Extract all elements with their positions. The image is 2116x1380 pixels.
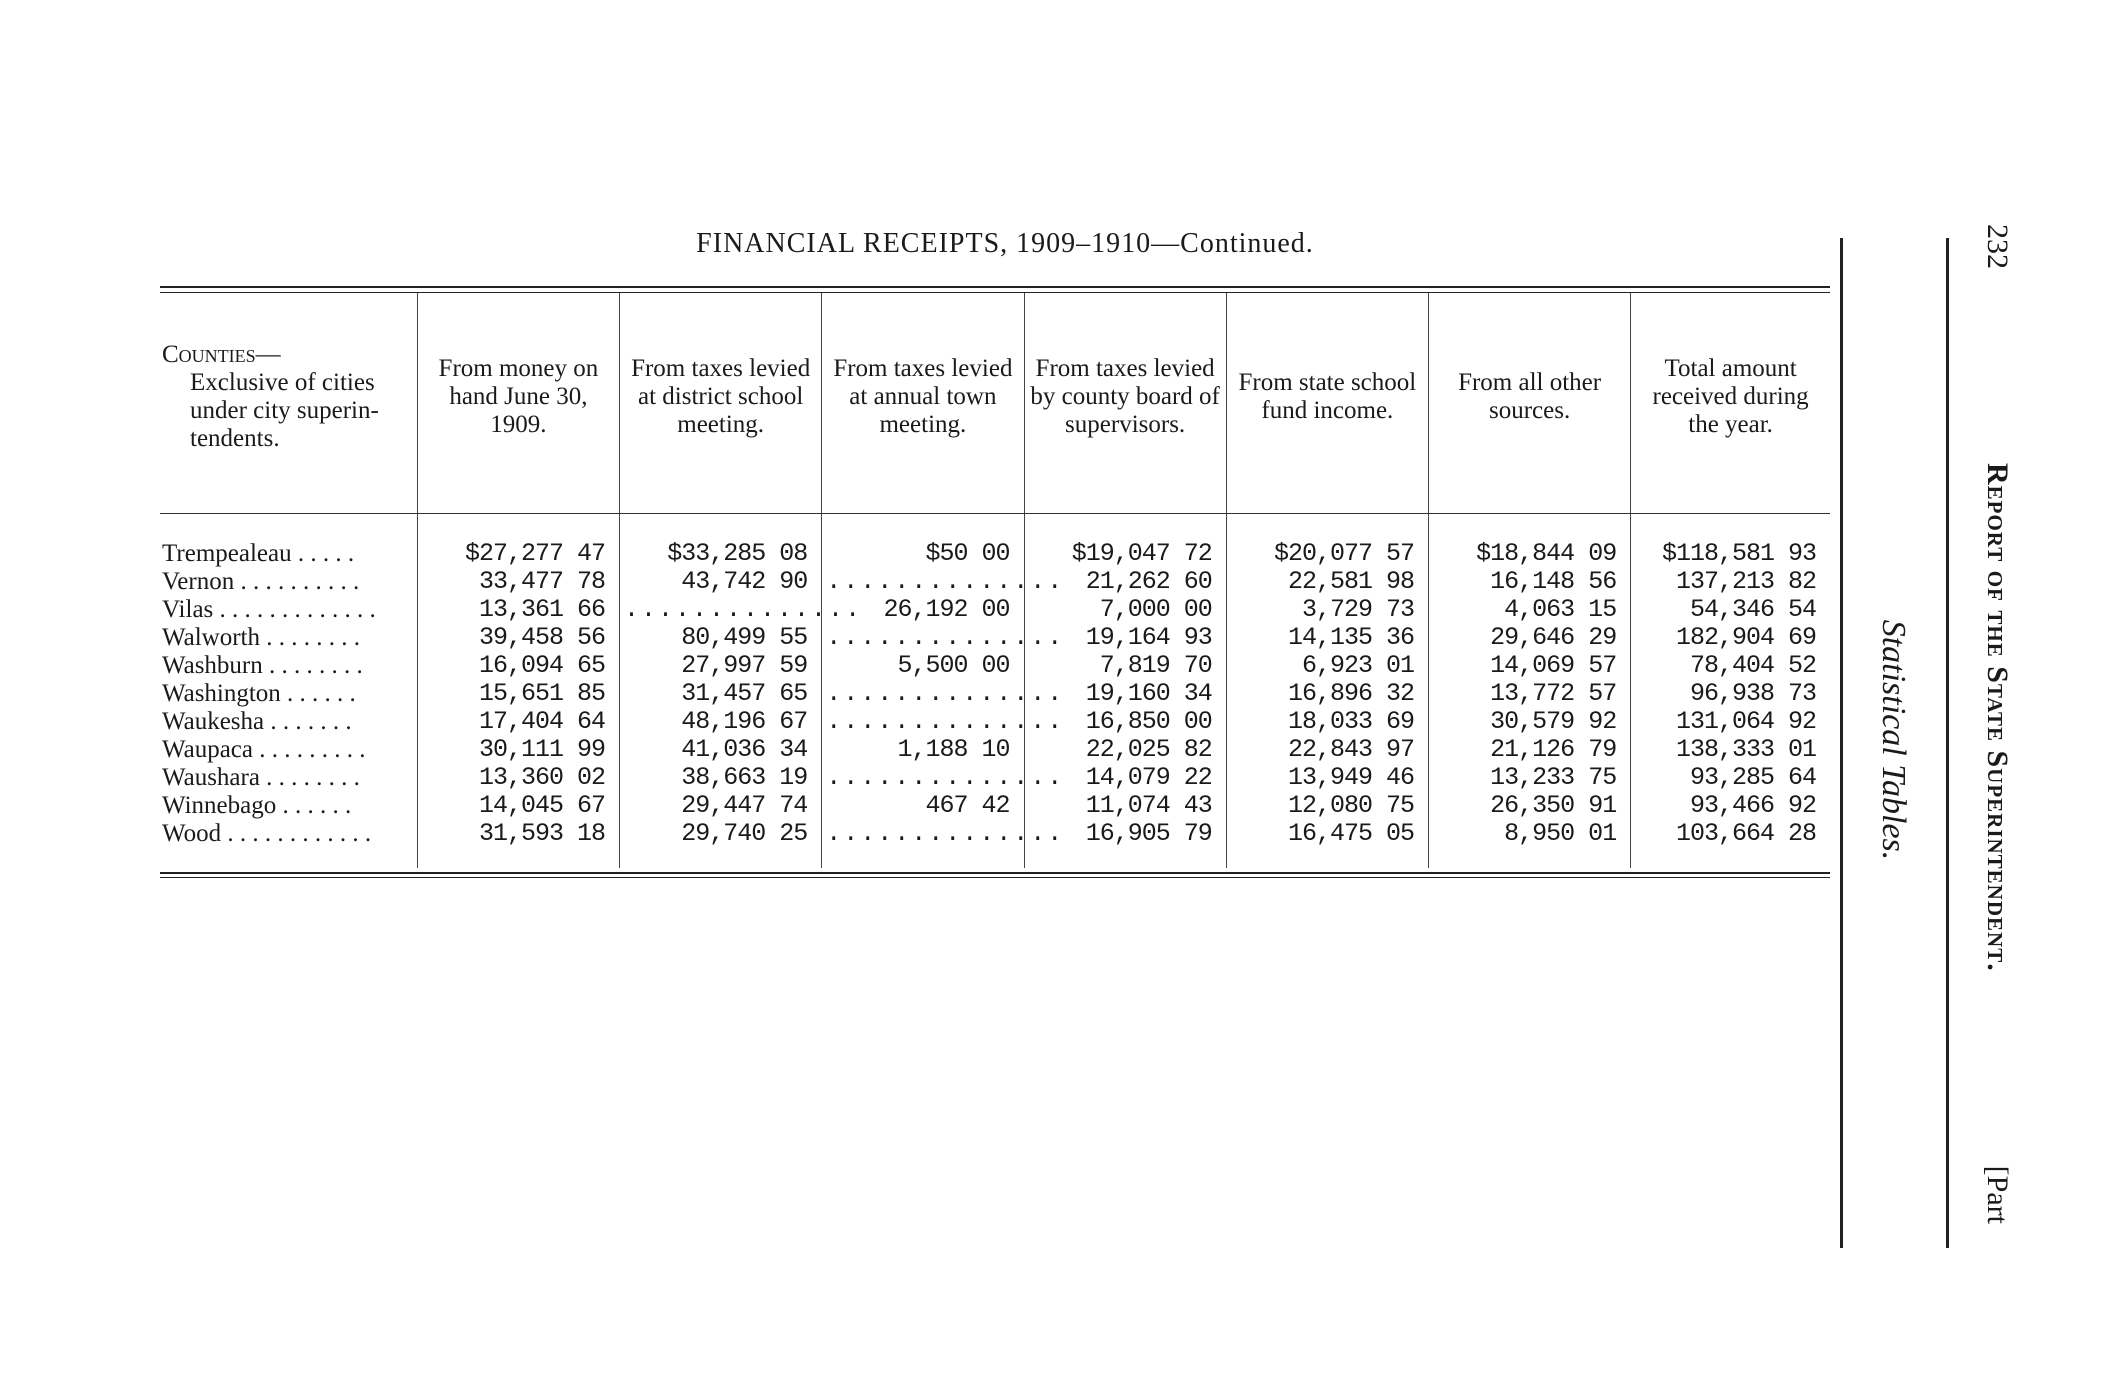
cell-total: 54,346 54 — [1631, 596, 1830, 624]
cell-county-board: 16,850 00 — [1024, 708, 1226, 736]
cell-district-meeting: .............. — [620, 596, 822, 624]
header-row — [160, 293, 1830, 501]
cell-town-meeting: $50 00 — [822, 540, 1024, 568]
cell-district-meeting: 80,499 55 — [620, 624, 822, 652]
cell-town-meeting: .............. — [822, 764, 1024, 792]
table-end-row — [160, 848, 1830, 868]
cell-money-on-hand: 13,360 02 — [417, 764, 619, 792]
table-row — [160, 736, 1830, 764]
cell-total: $118,581 93 — [1631, 540, 1830, 568]
cell-money-on-hand: 31,593 18 — [417, 820, 619, 848]
cell-total: 103,664 28 — [1631, 820, 1830, 848]
cell-district-meeting: 27,997 59 — [620, 652, 822, 680]
spacer-row — [160, 514, 1830, 541]
margin-rule-outer — [1946, 238, 1949, 1248]
cell-total: 93,285 64 — [1631, 764, 1830, 792]
cell-town-meeting: .............. — [822, 624, 1024, 652]
cell-other-sources: 29,646 29 — [1428, 624, 1630, 652]
cell-other-sources: $18,844 09 — [1428, 540, 1630, 568]
cell-total: 131,064 92 — [1631, 708, 1830, 736]
cell-other-sources: 21,126 79 — [1428, 736, 1630, 764]
financial-receipts-table — [160, 286, 1830, 878]
cell-town-meeting: .............. — [822, 820, 1024, 848]
cell-district-meeting: 29,740 25 — [620, 820, 822, 848]
cell-district-meeting: 43,742 90 — [620, 568, 822, 596]
county-name: Trempealeau . . . . . — [162, 540, 355, 567]
table-row — [160, 540, 1830, 568]
cell-county-board: 7,819 70 — [1024, 652, 1226, 680]
cell-other-sources: 30,579 92 — [1428, 708, 1630, 736]
column-header-total: Total amount received during the year. — [1631, 293, 1830, 501]
running-head-title: Report of the State Superintendent. — [1981, 462, 2014, 972]
cell-money-on-hand: 17,404 64 — [417, 708, 619, 736]
cell-money-on-hand: 30,111 99 — [417, 736, 619, 764]
cell-town-meeting: 1,188 10 — [822, 736, 1024, 764]
cell-district-meeting: 29,447 74 — [620, 792, 822, 820]
receipts-table — [160, 293, 1830, 868]
cell-state-school-fund: $20,077 57 — [1226, 540, 1428, 568]
cell-county-board: 22,025 82 — [1024, 736, 1226, 764]
part-label: [Part — [1981, 1165, 2014, 1224]
cell-total: 137,213 82 — [1631, 568, 1830, 596]
table-row — [160, 764, 1830, 792]
cell-county-board: 16,905 79 — [1024, 820, 1226, 848]
table-row — [160, 708, 1830, 736]
county-name: Vernon . . . . . . . . . . — [162, 568, 360, 595]
cell-state-school-fund: 22,843 97 — [1226, 736, 1428, 764]
county-name: Washburn . . . . . . . . — [162, 652, 363, 679]
county-name: Winnebago . . . . . . — [162, 792, 352, 819]
cell-state-school-fund: 3,729 73 — [1226, 596, 1428, 624]
cell-money-on-hand: 33,477 78 — [417, 568, 619, 596]
cell-other-sources: 13,772 57 — [1428, 680, 1630, 708]
cell-town-meeting: 467 42 — [822, 792, 1024, 820]
cell-county-board: 14,079 22 — [1024, 764, 1226, 792]
margin-rule-inner — [1840, 238, 1843, 1248]
cell-total: 93,466 92 — [1631, 792, 1830, 820]
cell-town-meeting: .............. — [822, 680, 1024, 708]
cell-other-sources: 13,233 75 — [1428, 764, 1630, 792]
county-name: Walworth . . . . . . . . — [162, 624, 360, 651]
column-header-state-school-fund: From state school fund income. — [1226, 293, 1428, 501]
cell-town-meeting: 5,500 00 — [822, 652, 1024, 680]
cell-money-on-hand: 15,651 85 — [417, 680, 619, 708]
cell-money-on-hand: 16,094 65 — [417, 652, 619, 680]
table-row — [160, 596, 1830, 624]
cell-county-board: 7,000 00 — [1024, 596, 1226, 624]
cell-total: 182,904 69 — [1631, 624, 1830, 652]
cell-money-on-hand: 39,458 56 — [417, 624, 619, 652]
page-title: FINANCIAL RECEIPTS, 1909–1910—Continued. — [696, 228, 1314, 259]
cell-county-board: 21,262 60 — [1024, 568, 1226, 596]
column-header-town-meeting: From taxes levied at annual town meeting. — [822, 293, 1024, 501]
cell-district-meeting: 38,663 19 — [620, 764, 822, 792]
county-name: Wood . . . . . . . . . . . . — [162, 820, 372, 847]
cell-state-school-fund: 22,581 98 — [1226, 568, 1428, 596]
cell-other-sources: 14,069 57 — [1428, 652, 1630, 680]
table-row — [160, 568, 1830, 596]
cell-money-on-hand: $27,277 47 — [417, 540, 619, 568]
running-head — [1980, 224, 2014, 1224]
cell-other-sources: 4,063 15 — [1428, 596, 1630, 624]
cell-money-on-hand: 13,361 66 — [417, 596, 619, 624]
counties-header-note: Exclusive of cities under city superin- tendents. — [190, 369, 379, 452]
county-name: Washington . . . . . . — [162, 680, 356, 707]
counties-header-label: Counties— — [162, 341, 281, 368]
county-name: Vilas . . . . . . . . . . . . . — [162, 596, 376, 623]
cell-town-meeting: 26,192 00 — [822, 596, 1024, 624]
cell-state-school-fund: 13,949 46 — [1226, 764, 1428, 792]
cell-state-school-fund: 16,896 32 — [1226, 680, 1428, 708]
header-rule-row — [160, 501, 1830, 514]
table-row — [160, 820, 1830, 848]
county-name: Waupaca . . . . . . . . . — [162, 736, 366, 763]
cell-total: 96,938 73 — [1631, 680, 1830, 708]
table-row — [160, 792, 1830, 820]
county-name: Waushara . . . . . . . . — [162, 764, 360, 791]
cell-county-board: 19,160 34 — [1024, 680, 1226, 708]
top-double-rule — [160, 286, 1830, 293]
column-header-money-on-hand: From money on hand June 30, 1909. — [417, 293, 619, 501]
cell-money-on-hand: 14,045 67 — [417, 792, 619, 820]
cell-county-board: $19,047 72 — [1024, 540, 1226, 568]
cell-county-board: 11,074 43 — [1024, 792, 1226, 820]
side-caption: Statistical Tables. — [1875, 619, 1912, 861]
cell-county-board: 19,164 93 — [1024, 624, 1226, 652]
cell-state-school-fund: 18,033 69 — [1226, 708, 1428, 736]
cell-state-school-fund: 14,135 36 — [1226, 624, 1428, 652]
column-header-district-meeting: From taxes levied at district school meeting. — [620, 293, 822, 501]
cell-district-meeting: 48,196 67 — [620, 708, 822, 736]
table-row — [160, 624, 1830, 652]
cell-state-school-fund: 16,475 05 — [1226, 820, 1428, 848]
column-header-county-board: From taxes levied by county board of supervisors. — [1024, 293, 1226, 501]
cell-town-meeting: .............. — [822, 708, 1024, 736]
table-row — [160, 652, 1830, 680]
cell-other-sources: 26,350 91 — [1428, 792, 1630, 820]
cell-other-sources: 16,148 56 — [1428, 568, 1630, 596]
county-name: Waukesha . . . . . . . — [162, 708, 352, 735]
cell-total: 138,333 01 — [1631, 736, 1830, 764]
cell-town-meeting: .............. — [822, 568, 1024, 596]
cell-state-school-fund: 6,923 01 — [1226, 652, 1428, 680]
cell-district-meeting: $33,285 08 — [620, 540, 822, 568]
column-header-other-sources: From all other sources. — [1428, 293, 1630, 501]
cell-district-meeting: 41,036 34 — [620, 736, 822, 764]
bottom-double-rule — [160, 872, 1830, 878]
cell-total: 78,404 52 — [1631, 652, 1830, 680]
cell-district-meeting: 31,457 65 — [620, 680, 822, 708]
column-header-counties — [160, 293, 417, 501]
cell-other-sources: 8,950 01 — [1428, 820, 1630, 848]
table-row — [160, 680, 1830, 708]
page-number: 232 — [1981, 224, 2014, 269]
cell-state-school-fund: 12,080 75 — [1226, 792, 1428, 820]
